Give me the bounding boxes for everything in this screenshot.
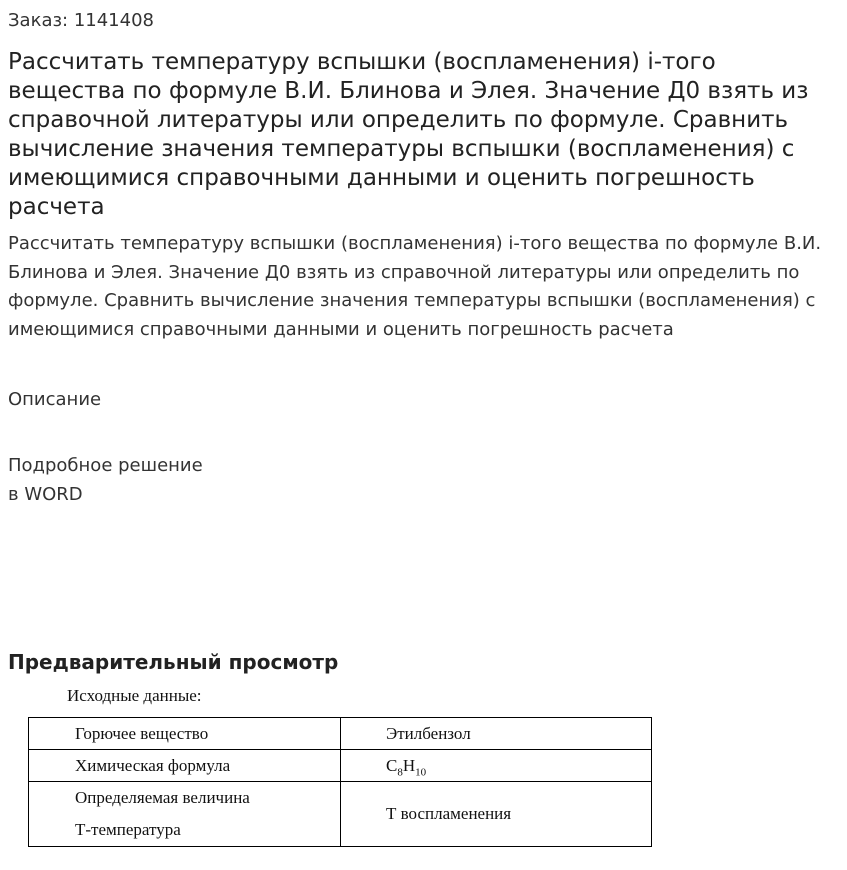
table-cell-key: Химическая формула <box>29 750 341 782</box>
task-description: Рассчитать температуру вспышки (воспламенения) i-того вещества по формуле В.И. Блинова и Элея. Значение Д0 взять из справочной литературы или определить по формуле. Сравнить вычисление значения температуры вспышки (воспламенения) с имеющимися справочными данными и оценить погрешность расчета <box>8 233 822 340</box>
solution-line-1: Подробное решение <box>8 455 203 476</box>
formula-hydrogen-count: 10 <box>415 765 427 778</box>
table-cell-key: Горючее вещество <box>29 718 341 750</box>
table-cell-value: Этилбензол <box>341 718 652 750</box>
table-row <box>29 782 652 847</box>
preview-heading: Предварительный просмотр <box>8 650 339 674</box>
source-data-label: Исходные данные: <box>67 686 202 705</box>
order-number: Заказ: 1141408 <box>8 10 154 31</box>
table-cell-key-line-2: Т-температура <box>75 820 181 839</box>
table-row <box>29 718 652 750</box>
solution-info <box>8 451 203 509</box>
page-title: Рассчитать температуру вспышки (воспламенения) i-того вещества по формуле В.И. Блинова и Элея. Значение Д0 взять из справочной литературы или определить по формуле. Сравнить вычисление значения температуры вспышки (воспламенения) с имеющимися справочными данными и оценить погрешность расчета <box>8 49 809 220</box>
description-label: Описание <box>8 389 102 410</box>
formula-carbon-count: 8 <box>397 765 403 778</box>
formula-carbon: C <box>386 755 398 775</box>
table-row <box>29 750 652 782</box>
table-cell-value: Т воспламенения <box>341 782 652 847</box>
source-data-table <box>28 717 652 847</box>
chemical-formula <box>341 750 652 782</box>
solution-line-2: в WORD <box>8 484 83 505</box>
table-cell-key <box>29 782 341 847</box>
formula-hydrogen: H <box>402 755 416 775</box>
table-cell-key-line-1: Определяемая величина <box>75 788 250 807</box>
